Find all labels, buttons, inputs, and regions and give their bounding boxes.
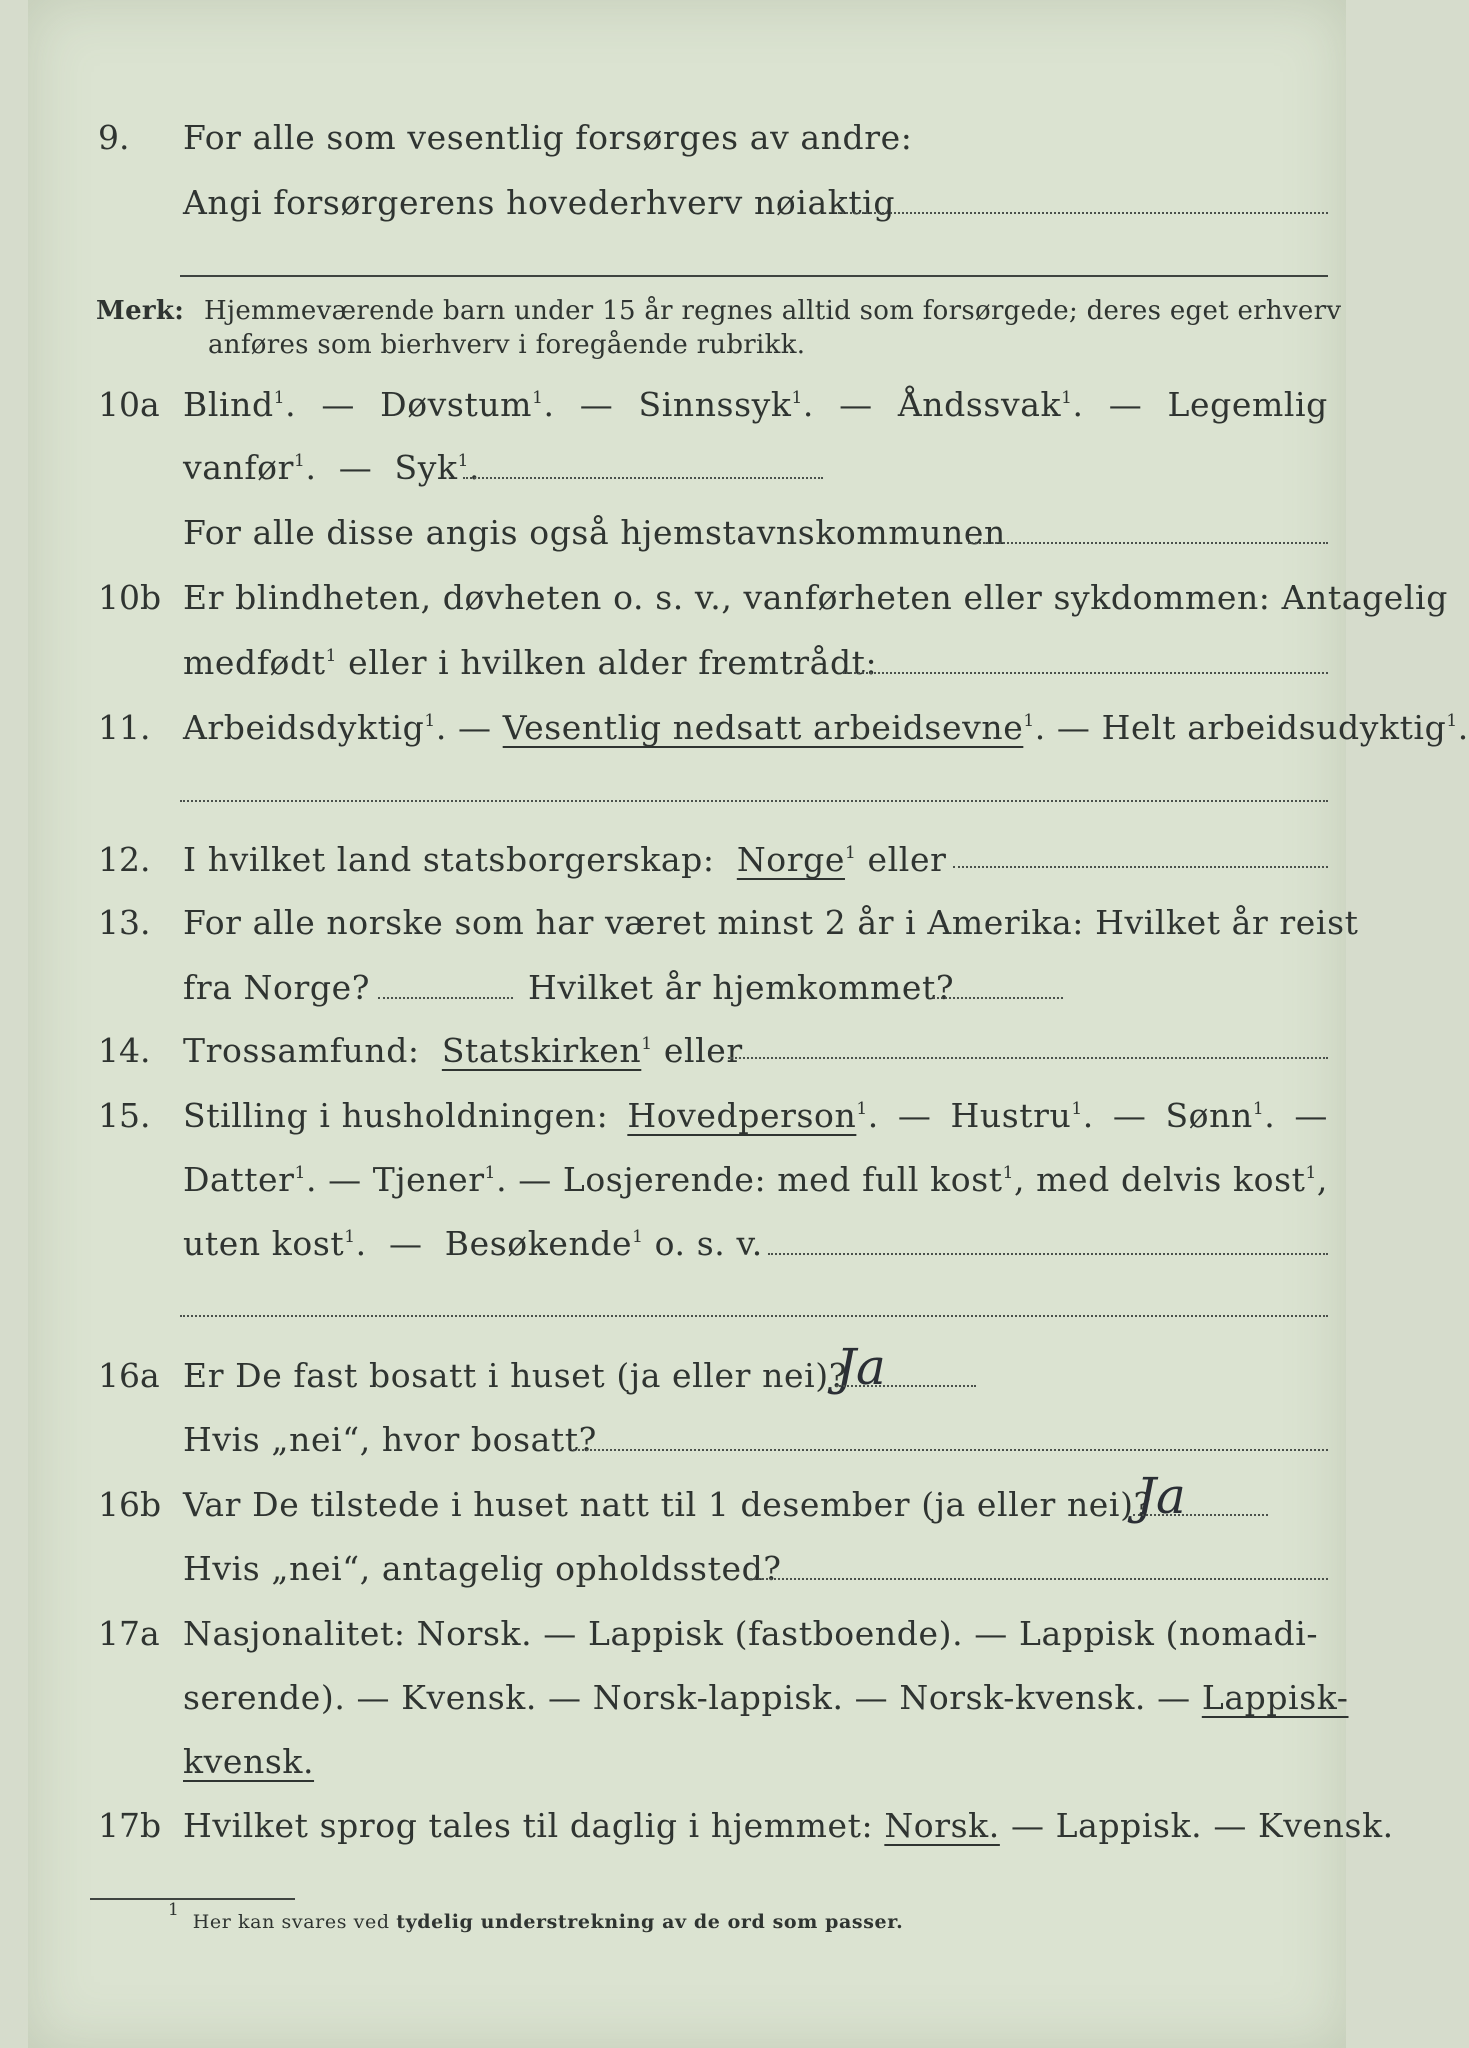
q14-eller: eller — [663, 1031, 743, 1070]
q15-full-kost: med full kost — [777, 1160, 1003, 1199]
q17a-line2a: serende). — Kvensk. — Norsk-lappisk. — Norsk-kvensk. — — [183, 1678, 1191, 1717]
q10b-line1: Er blindheten, døvheten o. s. v., vanførheten eller sykdommen: Antagelig — [183, 578, 1448, 617]
q17a-line3: kvensk. — [183, 1742, 315, 1781]
item-number-17a: 17a — [98, 1614, 160, 1653]
q15-hustru: Hustru — [950, 1096, 1072, 1135]
q9-line2: Angi forsørgerens hovederhverv nøiaktig — [183, 183, 896, 222]
q12-text: I hvilket land statsborgerskap: — [183, 840, 715, 879]
q12-eller: eller — [867, 840, 947, 879]
q15-answer-line-2[interactable] — [180, 1315, 1328, 1317]
item-number-16b: 16b — [98, 1485, 162, 1524]
q17b-text: Hvilket sprog tales til daglig i hjemmet: — [183, 1806, 874, 1845]
q10a-line3: For alle disse angis også hjemstavnskommunen — [183, 513, 1006, 552]
census-form-page — [28, 0, 1469, 2048]
q10a-dovstum: Døvstum — [380, 385, 533, 424]
q13-line2a: fra Norge? — [183, 968, 371, 1007]
item-number-10a: 10a — [98, 385, 160, 424]
q10a-legemlig: Legemlig — [1167, 385, 1328, 424]
q10a-vanfor: vanfør — [183, 448, 295, 487]
q15-tjener: Tjener — [372, 1160, 485, 1199]
q16b-handwritten-answer: Ja — [1136, 1467, 1186, 1525]
item-number-12: 12. — [98, 840, 151, 879]
merk-line1: Hjemmeværende barn under 15 år regnes alltid som forsørgede; deres eget erhverv — [204, 296, 1342, 326]
item-number-9: 9. — [98, 118, 130, 157]
q10a-line1: Blind$^1$. — Døvstum$^1$. — Sinnssyk$^1$. — Åndssvak$^1$. — Legemlig — [183, 385, 1328, 424]
q16a-answer-line[interactable] — [836, 1385, 976, 1387]
footnote — [168, 1900, 904, 1933]
q10b-line2b: eller i hvilken alder fremtrådt: — [348, 643, 878, 682]
item-number-10b: 10b — [98, 578, 162, 617]
footnote-mark: 1 — [168, 1900, 180, 1920]
q17b-rest: — Lappisk. — Kvensk. — [1010, 1806, 1394, 1845]
q10a-andssvak: Åndssvak — [897, 385, 1062, 424]
q11-answer-line[interactable] — [180, 800, 1328, 802]
q13-hjemkommet-line[interactable] — [933, 997, 1063, 999]
q15-losjerende: Losjerende: — [562, 1160, 767, 1199]
q15-delvis-kost: med delvis kost — [1036, 1160, 1306, 1199]
item-number-13: 13. — [98, 903, 151, 942]
q16a-line2: Hvis „nei“, hvor bosatt? — [183, 1420, 597, 1459]
q17a-line1: Nasjonalitet: Norsk. — Lappisk (fastboende). — Lappisk (nomadi- — [183, 1614, 1319, 1653]
q9-answer-line-2[interactable] — [180, 275, 1328, 277]
q15-besokende: Besøkende — [444, 1224, 633, 1263]
q11-arbeidsdyktig: Arbeidsdyktig — [183, 708, 425, 747]
q10b-line2: medfødt$^1$ eller i hvilken alder fremtrådt: — [183, 643, 878, 682]
q15-stilling: Stilling i husholdningen: — [183, 1096, 609, 1135]
merk-label: Merk: — [96, 296, 185, 326]
footnote-rule — [90, 1898, 295, 1900]
item-number-15: 15. — [98, 1096, 151, 1135]
q16a-handwritten-answer: Ja — [836, 1338, 886, 1396]
q16b-opholdssted-line[interactable] — [750, 1578, 1328, 1580]
q9-line1: For alle som vesentlig forsørges av andre: — [183, 118, 913, 157]
q15-datter: Datter — [183, 1160, 295, 1199]
q17a-line2 — [183, 1678, 1349, 1717]
q13-reist-line[interactable] — [378, 997, 513, 999]
q17b-norsk: Norsk. — [884, 1806, 1000, 1845]
q10a-answer-line[interactable] — [463, 477, 823, 479]
q15-answer-line[interactable] — [768, 1253, 1328, 1255]
q15-line3: uten kost$^1$. — Besøkende$^1$ o. s. v. — [183, 1224, 763, 1263]
item-number-16a: 16a — [98, 1356, 160, 1395]
q15-line2: Datter$^1$. — Tjener$^1$. — Losjerende: med full kost$^1$, med delvis kost$^1$, — [183, 1160, 1328, 1199]
merk-line2: anføres som bierhverv i foregående rubrikk. — [208, 330, 806, 360]
q11-vesentlig: Vesentlig nedsatt arbeidsevne — [502, 708, 1024, 747]
q12-answer-line[interactable] — [953, 866, 1328, 868]
q12-norge: Norge — [736, 840, 845, 879]
q10a-line2: vanfør$^1$. — Syk$^1$. — [183, 448, 481, 487]
item-number-14: 14. — [98, 1031, 151, 1070]
q16b-line1: Var De tilstede i huset natt til 1 desember (ja eller nei)? — [183, 1485, 1152, 1524]
q14-answer-line[interactable] — [728, 1057, 1328, 1059]
q11-line: Arbeidsdyktig$^1$. — Vesentlig nedsatt arbeidsevne$^1$. — Helt arbeidsudyktig$^1$. — [183, 708, 1469, 747]
q16a-line1: Er De fast bosatt i huset (ja eller nei)? — [183, 1356, 847, 1395]
q11-helt: Helt arbeidsudyktig — [1101, 708, 1447, 747]
q16a-bosatt-line[interactable] — [573, 1449, 1328, 1451]
footnote-text1: Her kan svares ved — [192, 1911, 390, 1933]
q16b-answer-line[interactable] — [1133, 1514, 1268, 1516]
item-number-17b: 17b — [98, 1806, 162, 1845]
q14-text: Trossamfund: — [183, 1031, 420, 1070]
footnote-text2: tydelig understrekning av de ord som passer. — [396, 1911, 904, 1933]
q15-sonn: Sønn — [1165, 1096, 1253, 1135]
q17a-lappisk-kvensk-1: Lappisk- — [1201, 1678, 1349, 1717]
q12-line: I hvilket land statsborgerskap: Norge$^1$ eller — [183, 840, 947, 879]
q10b-medfodt: medfødt — [183, 643, 326, 682]
q14-line: Trossamfund: Statskirken$^1$ eller — [183, 1031, 743, 1070]
q10a-syk: Syk — [394, 448, 458, 487]
q10a-hjemstavn-line[interactable] — [968, 542, 1328, 544]
q13-line2b: Hvilket år hjemkommet? — [528, 968, 955, 1007]
q10a-sinnssyk: Sinnssyk — [638, 385, 792, 424]
q15-uten-kost: uten kost — [183, 1224, 345, 1263]
q17b-line — [183, 1806, 1394, 1845]
q10b-answer-line[interactable] — [843, 672, 1328, 674]
q13-line1: For alle norske som har været minst 2 år i Amerika: Hvilket år reist — [183, 903, 1359, 942]
q10a-blind: Blind — [183, 385, 274, 424]
q14-statskirken: Statskirken — [441, 1031, 642, 1070]
item-number-11: 11. — [98, 708, 151, 747]
q16b-line2: Hvis „nei“, antagelig opholdssted? — [183, 1549, 782, 1588]
q15-hovedperson: Hovedperson — [627, 1096, 857, 1135]
q9-answer-line[interactable] — [838, 212, 1328, 214]
q15-osv: o. s. v. — [654, 1224, 763, 1263]
q15-line1: Stilling i husholdningen: Hovedperson$^1$. — Hustru$^1$. — Sønn$^1$. — — [183, 1096, 1328, 1135]
